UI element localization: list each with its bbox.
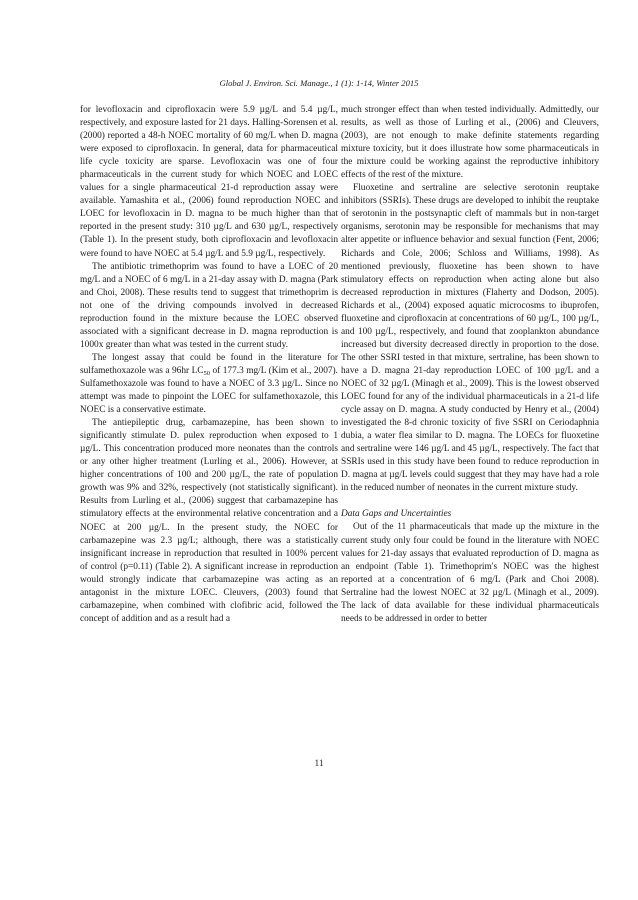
lc50-subscript: 50 bbox=[203, 369, 211, 377]
paragraph-ssri: Fluoxetine and sertraline are selective serotonin reuptake inhibitors (SSRIs). These drugs are developed to inhibit the reuptake of serotonin in the postsynaptic cleft of mammals but in non-target organisms, serotonin may be responsible for mechanisms that may alter appetite or influence behavior and sexual function (Fent, 2006; Richards and Cole, 2006; Schloss and Williams, 1998). As mentioned previously, fluoxetine has been shown to have stimulatory effects on reproduction when acting alone but also decreased reproduction in mixtures (Flaherty and Dodson, 2005). Richards et al., (2004) exposed aquatic microcosms to ibuprofen, fluoxetine and ciprofloxacin at concentrations of 60 µg/L, 100 µg/L, and 100 µg/L, respectively, and found that zooplankton abundance increased but diversity decreased directly in proportion to the dose. The other SSRI tested in that mixture, sertraline, has been shown to have a D. magna 21-day reproduction LOEC of 100 µg/L and a NOEC of 32 µg/L (Minagh et al., 2009). This is the lowest observed LOEC found for any of the individual pharmaceuticals in a 21-d life cycle assay on D. magna. A study conducted by Henry et al., (2004) investigated the 8-d chronic toxicity of five SSRI on Ceriodaphnia dubia, a water flea similar to D. magna. The LOECs for fluoxetine and sertraline were 146 µg/L and 45 µg/L, respectively. The fact that SSRIs used in this study have been found to reduce reproduction in D. magna at µg/L levels could suggest that they may have had a role in the reduced number of neonates in the current mixture study. bbox=[341, 183, 599, 494]
left-column bbox=[80, 104, 338, 626]
page-number: 11 bbox=[314, 759, 324, 769]
sulfamethoxazole-text-a: The longest assay that could be found in the literature for sulfamethoxazole was a 96hr LC bbox=[80, 352, 338, 376]
right-column bbox=[341, 104, 599, 626]
paragraph-mixture-effects: much stronger effect than when tested individually. Admittedly, our results, as well as those of Lurling et al., (2006) and Cleuvers, (2003), are not enough to make definite statements regarding mixture toxicity, but it does illustrate how some pharmaceuticals in the mixture could be working against the reproductive inhibitory effects of the rest of the mixture. bbox=[341, 105, 599, 181]
paragraph-trimethoprim: The antibiotic trimethoprim was found to have a LOEC of 20 mg/L and a NOEC of 6 mg/L in a 21-day assay with D. magna (Park and Choi, 2008). These results tend to suggest that trimethoprim is not one of the driving compounds involved in decreased reproduction found in the mixture because the LOEC observed associated with a significant decrease in D. magna reproduction is 1000x greater than what was tested in the current study. bbox=[80, 261, 338, 350]
running-header: Global J. Environ. Sci. Manage., 1 (1): 1-14, Winter 2015 bbox=[219, 78, 419, 88]
paragraph-data-gaps: Out of the 11 pharmaceuticals that made up the mixture in the current study only four could be found in the literature with NOEC values for 21-day assays that evaluated reproduction of D. magna as an endpoint (Table 1). Trimethoprim's NOEC was the highest reported at a concentration of 6 mg/L (Park and Choi 2008). Sertraline had the lowest NOEC at 32 µg/L (Minagh et al., 2009). The lack of data available for these individual pharmaceuticals needs to be addressed in order to better bbox=[341, 522, 599, 624]
paragraph-carbamazepine: The antiepileptic drug, carbamazepine, has been shown to significantly stimulate D. pulex reproduction when exposed to 1 µg/L. This concentration produced more neonates than the controls or any other higher treatment (Lurling et al., 2006). However, at higher concentrations of 100 and 200 µg/L, the rate of population growth was 9% and 32%, respectively (not statistically significant). Results from Lurling et al., (2006) suggest that carbamazepine has stimulatory effects at the environmental relative concentration and a NOEC at 200 µg/L. In the present study, the NOEC for carbamazepine was 2.3 µg/L; although, there was a statistically insignificant increase in reproduction that resulted in 100% percent of control (p=0.11) (Table 2). A significant increase in reproduction would strongly indicate that carbamazepine was acting as an antagonist in the mixture LOEC. Cleuvers, (2003) found that carbamazepine, when combined with clofibric acid, followed the concept of addition and as a result had a bbox=[80, 418, 338, 624]
sulfamethoxazole-text-b: of 177.3 mg/L (Kim et al., 2007). Sulfamethoxazole was found to have a NOEC of 3.3 µg/L. Since no attempt was made to pinpoint the LOEC for sulfamethoxazole, this NOEC is a conservative estimate. bbox=[80, 365, 338, 416]
section-heading: Data Gaps and Uncertainties bbox=[341, 509, 452, 520]
paragraph-levofloxacin: for levofloxacin and ciprofloxacin were 5.9 µg/L and 5.4 µg/L, respectively, and exposure lasted for 21 days. Halling-Sorensen et al. (2000) reported a 48-h NOEC mortality of 60 mg/L when D. magna were exposed to ciprofloxacin. In general, data for pharmaceutical life cycle toxicity are sparse. Levofloxacin was one of four pharmaceuticals in the current study for which NOEC and LOEC values for a single pharmaceutical 21-d reproduction assay were available. Yamashita et al., (2006) found reproduction NOEC and LOEC for levofloxacin in D. magna to be much higher than that reported in the present study: 310 µg/L and 630 µg/L, respectively (Table 1). In the present study, both ciprofloxacin and levofloxacin were found to have NOEC at 5.4 µg/L and 5.9 µg/L, respectively. bbox=[80, 105, 338, 259]
paragraph-sulfamethoxazole bbox=[80, 352, 338, 417]
